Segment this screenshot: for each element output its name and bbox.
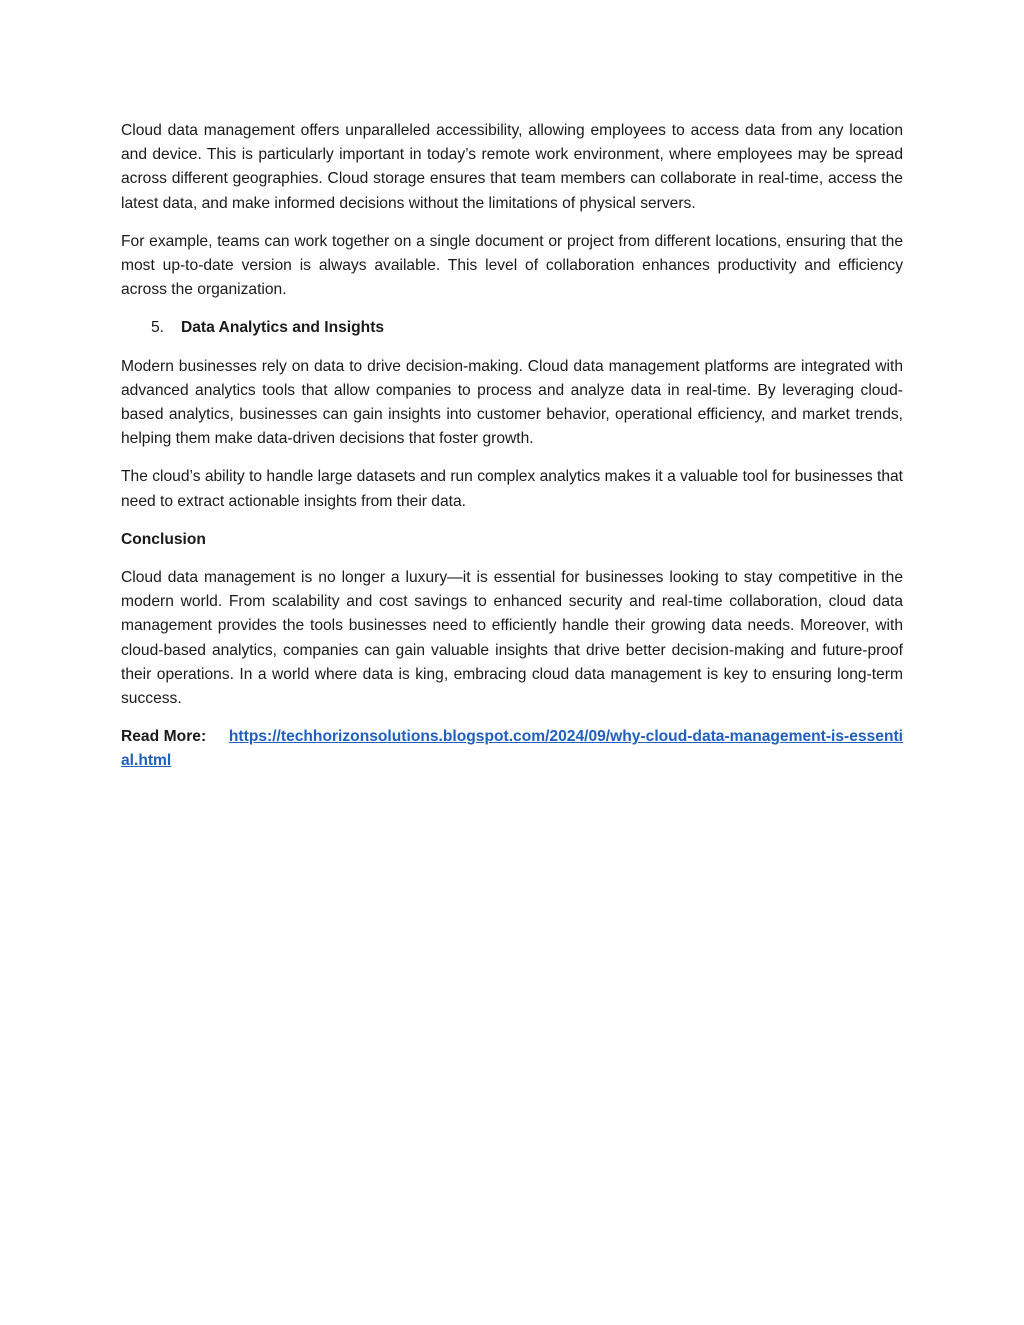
- read-more-link[interactable]: https://techhorizonsolutions.blogspot.com/2024/09/why-cloud-data-management-is-essential.html: [121, 728, 903, 770]
- paragraph-collaboration-example: For example, teams can work together on a single document or project from different locations, ensuring that the most up-to-date version is always available. This level of collaboration enhances productivity and efficiency across the organization.: [121, 232, 903, 299]
- read-more-label: Read More:: [121, 728, 207, 746]
- list-item-number: 5.: [151, 319, 165, 337]
- list-item-title: Data Analytics and Insights: [181, 319, 385, 337]
- paragraph-conclusion: Cloud data management is no longer a luxury—it is essential for businesses looking to stay competitive in the modern world. From scalability and cost savings to enhanced security and real-time collaboration, cloud data management provides the tools businesses need to efficiently handle their growing data needs. Moreover, with cloud-based analytics, companies can gain valuable insights that drive better decision-making and future-proof their operations. In a world where data is king, embracing cloud data management is key to ensuring long-term success.: [121, 569, 903, 708]
- list-item-data-analytics: [121, 316, 903, 340]
- read-more-line: [121, 725, 903, 773]
- document-page: [121, 119, 903, 788]
- paragraph-analytics: Modern businesses rely on data to drive decision-making. Cloud data management platforms are integrated with advanced analytics tools that allow companies to process and analyze data in real-time. By leveraging cloud-based analytics, businesses can gain insights into customer behavior, operational efficiency, and market trends, helping them make data-driven decisions that foster growth.: [121, 357, 903, 448]
- paragraph-large-datasets: The cloud’s ability to handle large datasets and run complex analytics makes it a valuable tool for businesses that need to extract actionable insights from their data.: [121, 468, 903, 510]
- conclusion-heading: Conclusion: [121, 530, 206, 548]
- paragraph-accessibility: Cloud data management offers unparalleled accessibility, allowing employees to access data from any location and device. This is particularly important in today’s remote work environment, where employees may be spread across different geographies. Cloud storage ensures that team members can collaborate in real-time, access the latest data, and make informed decisions without the limitations of physical servers.: [121, 122, 903, 212]
